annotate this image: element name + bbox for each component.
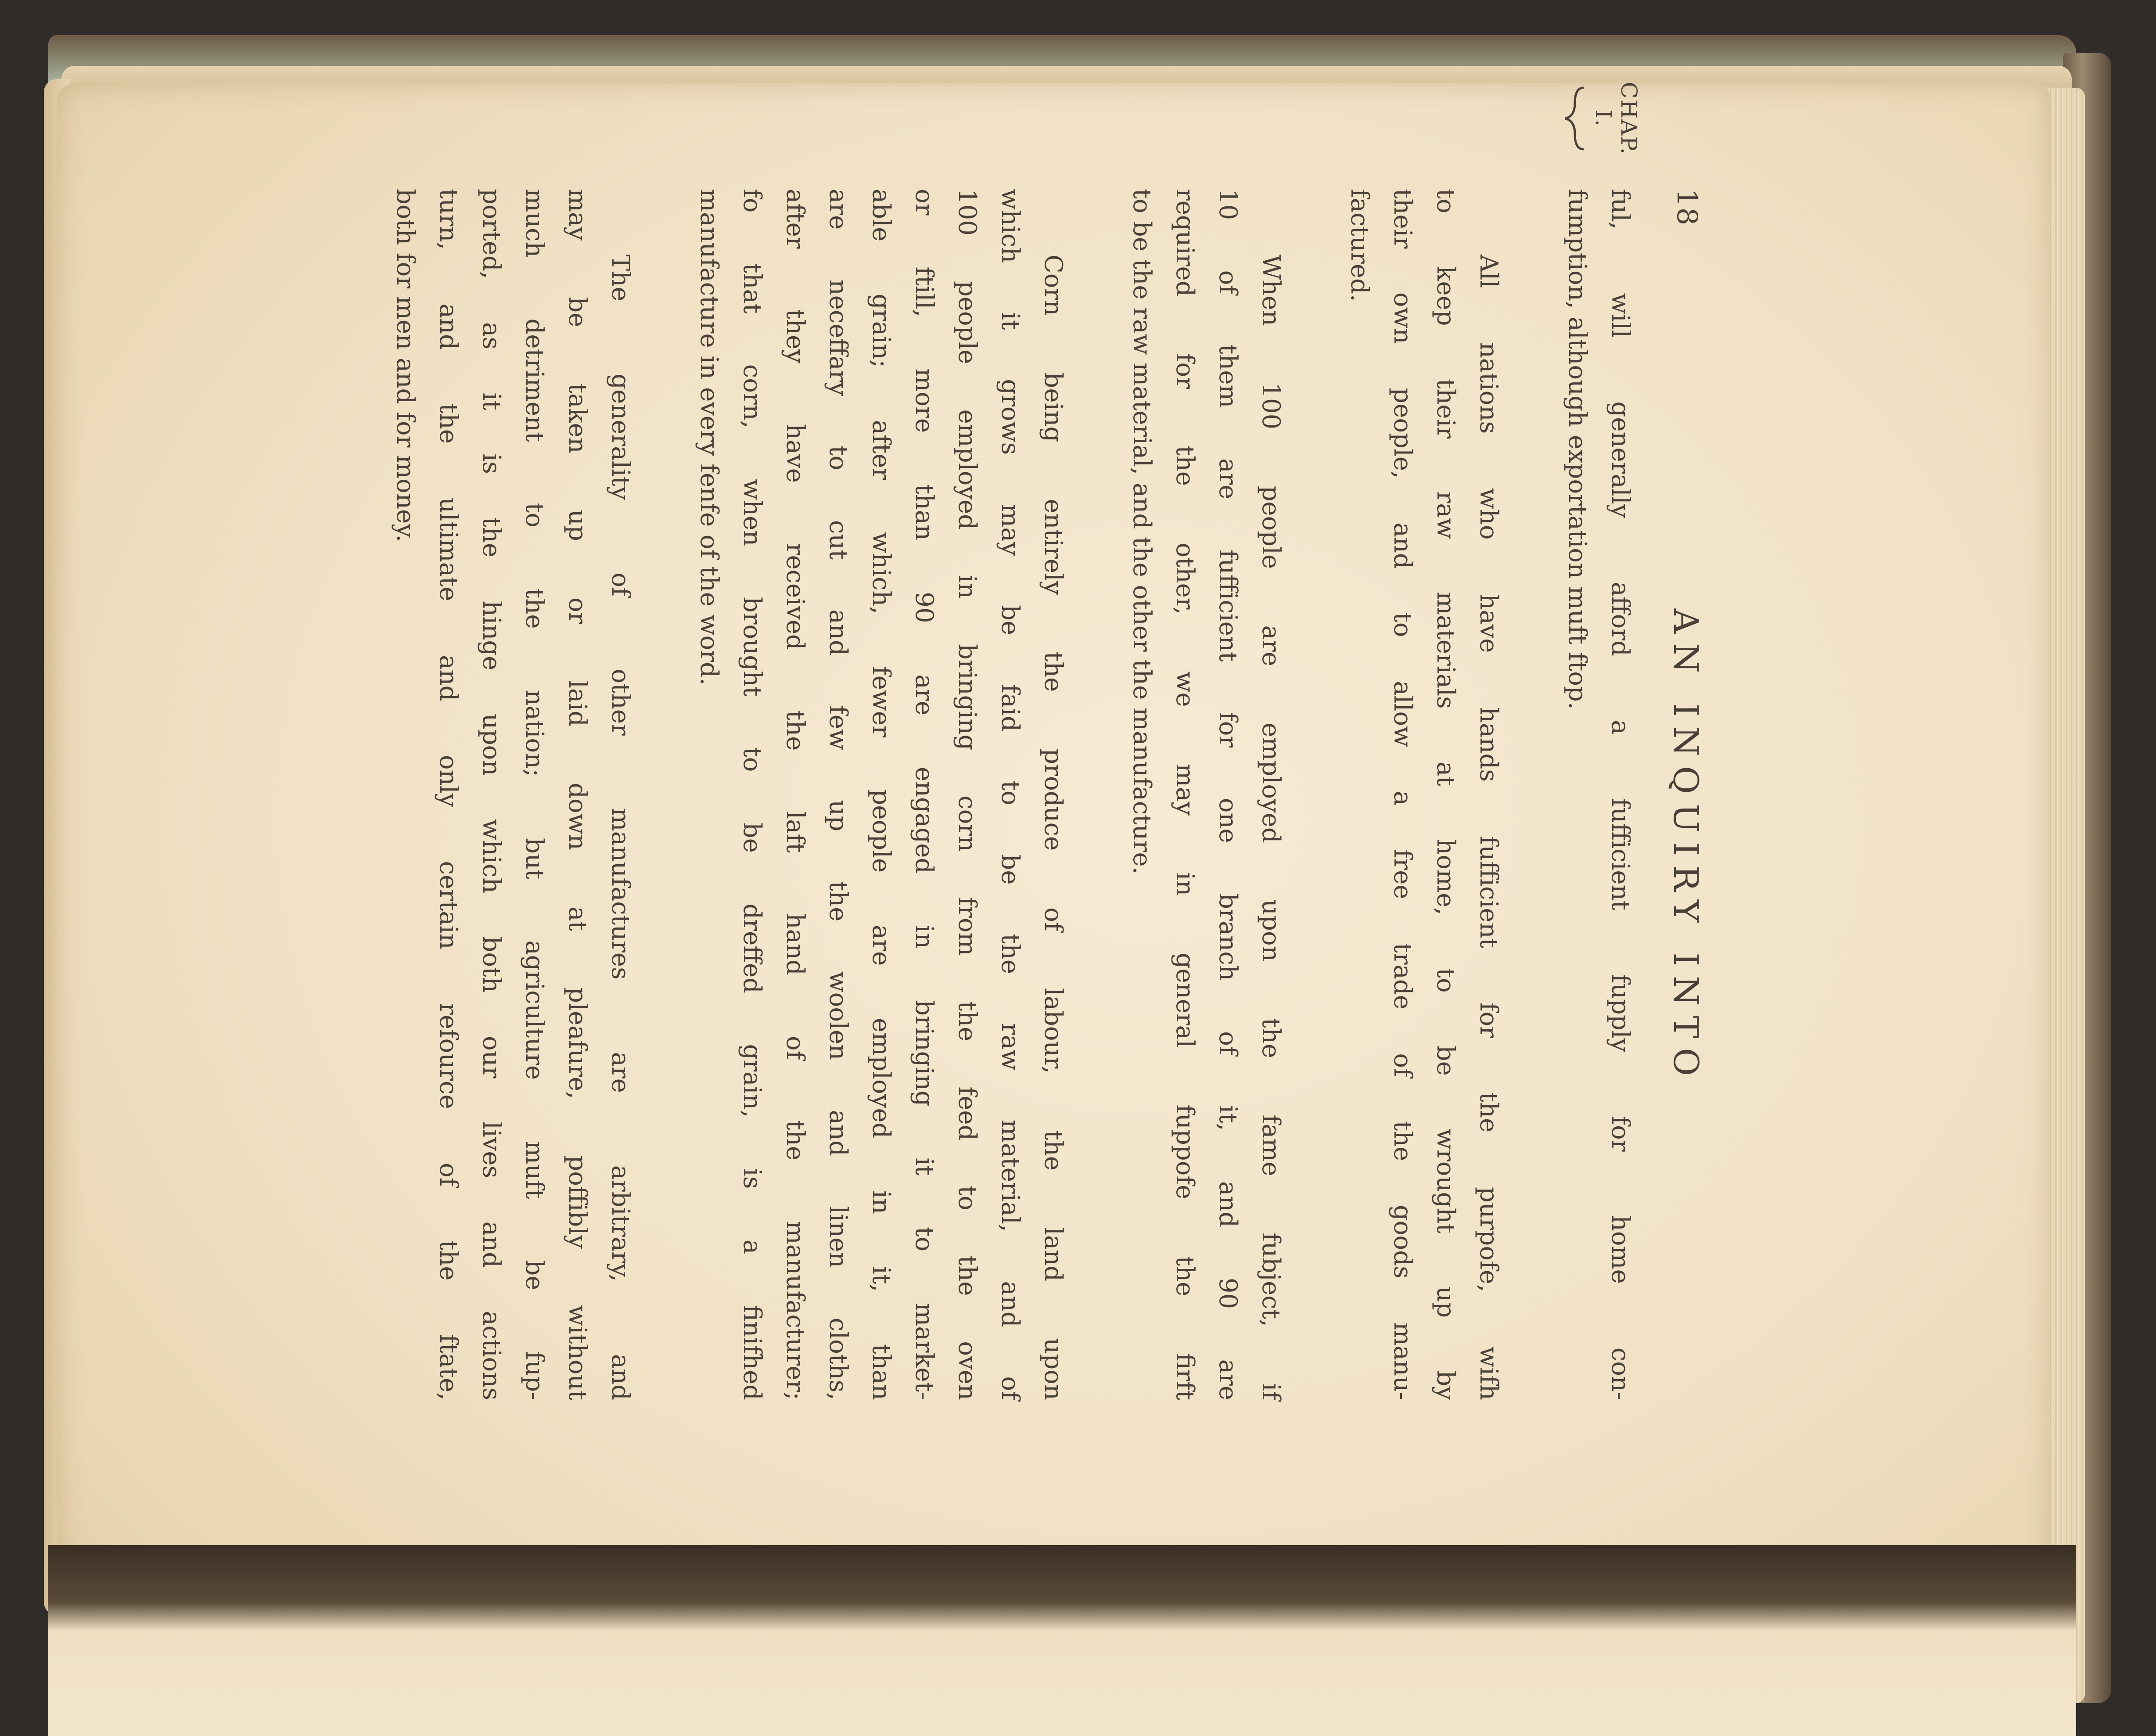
page-number: 18	[1671, 189, 1703, 226]
text-line: fumption, although exportation muft ftop.	[1563, 189, 1592, 710]
sidenote-label: CHAP. I.	[1591, 82, 1642, 155]
running-head	[1642, 189, 1707, 1506]
page-text-block	[391, 82, 1707, 1506]
text-line: to keep their raw materials at home, to be wrought up by	[1431, 189, 1460, 1400]
text-line: 10 of them are fufficient for one branch of it, and 90 are	[1214, 189, 1242, 1400]
text-line: may be taken up or laid down at pleafure, poffibly without	[563, 189, 592, 1400]
text-line: to be the raw material, and the other the manufacture.	[1128, 189, 1156, 875]
text-line: When 100 people are employed upon the fame fubject, if	[1257, 255, 1285, 1400]
text-line: both for men and for money.	[391, 189, 420, 543]
paragraph-gap	[1292, 189, 1338, 1400]
paragraph-gap	[1510, 189, 1556, 1400]
text-line: manufacture in every fenfe of the word.	[695, 189, 723, 686]
paragraph-gap	[642, 189, 687, 1400]
text-line: or ftill, more than 90 are engaged in bringing it to market-	[910, 189, 938, 1400]
text-line: their own people, and to allow a free trade of the goods manu-	[1388, 189, 1417, 1400]
text-line: after they have received the laft hand of the manufacturer;	[781, 189, 809, 1400]
running-title: AN INQUIRY INTO	[1666, 608, 1705, 1086]
text-line: factured.	[1345, 189, 1374, 302]
text-line: The generality of other manufactures are arbitrary, and	[606, 255, 635, 1400]
text-line: able grain; after which, fewer people are employed in it, than	[867, 189, 895, 1400]
text-line: fo that corn, when brought to be dreffed grain, is a finifhed	[738, 189, 766, 1400]
book-gutter	[48, 1545, 2076, 1736]
text-line: ported, as it is the hinge upon which both our lives and actions	[477, 189, 506, 1400]
text-line: All nations who have hands fufficient for the purpofe, wifh	[1474, 255, 1503, 1400]
text-line: ful, will generally afford a fufficient fupply for home con-	[1606, 189, 1635, 1400]
text-line: 100 people employed in bringing corn from the feed to the oven	[953, 189, 981, 1400]
curly-brace-icon	[1562, 86, 1588, 151]
chapter-sidenote	[1562, 75, 1642, 162]
text-line: which it grows may be faid to be the raw material, and of	[996, 189, 1024, 1400]
body-text	[384, 189, 1642, 1400]
text-line: much detriment to the nation; but agriculture muft be fup-	[520, 189, 549, 1400]
text-line: required for the other, we may in general fuppofe the firft	[1171, 189, 1199, 1400]
text-line: are neceffary to cut and few up the woolen and linen cloths,	[824, 189, 852, 1400]
text-line: turn, and the ultimate and only certain refource of the ftate,	[434, 189, 463, 1400]
text-line: Corn being entirely the produce of labour, the land upon	[1039, 255, 1067, 1400]
paragraph-gap	[1074, 189, 1120, 1400]
